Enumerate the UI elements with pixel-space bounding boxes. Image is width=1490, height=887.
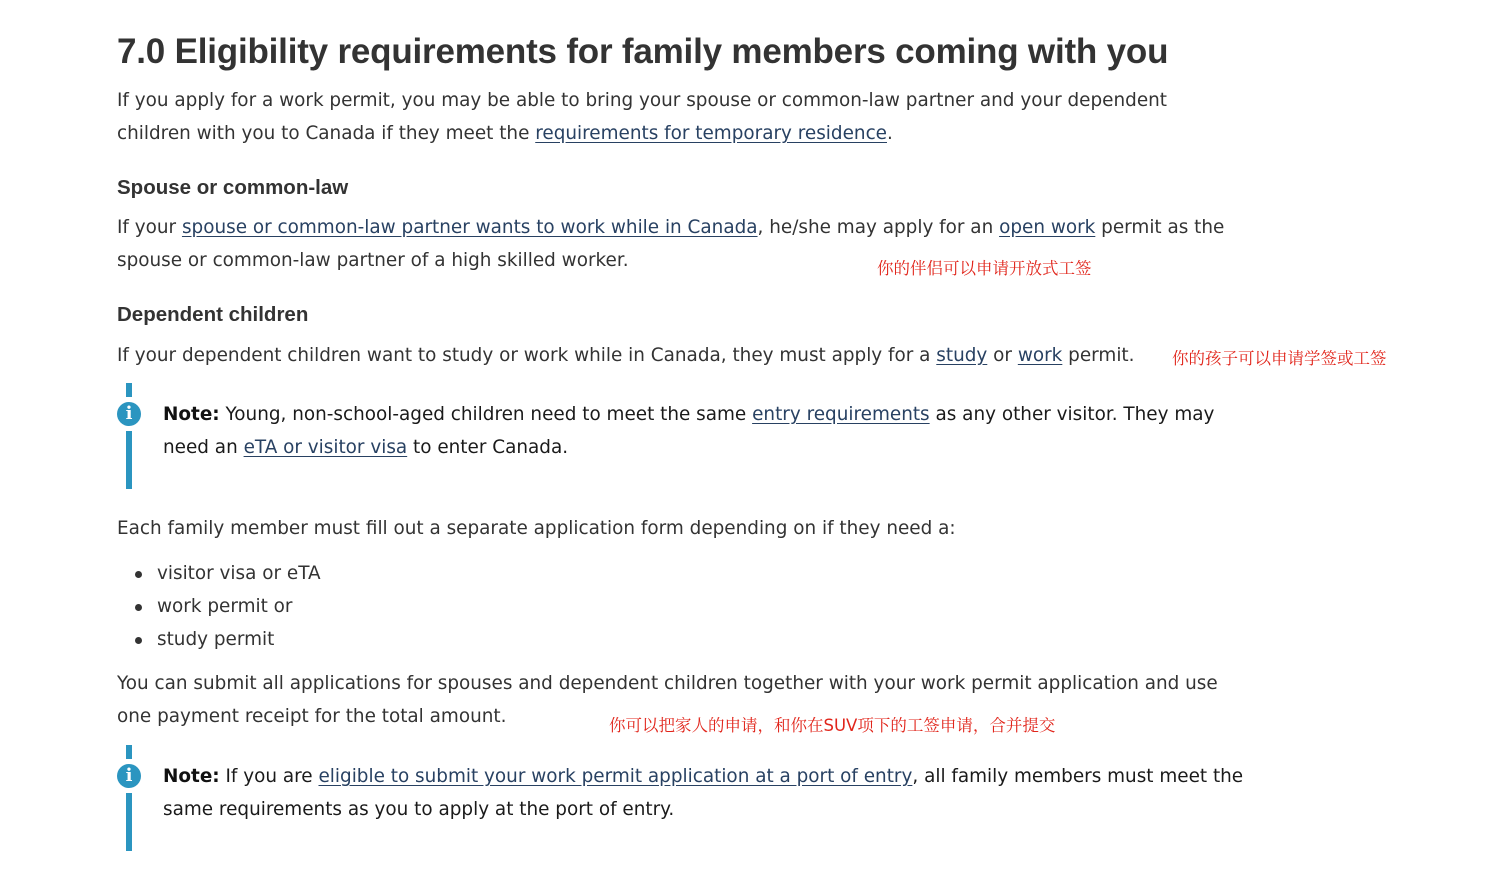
spouse-line-1 <box>117 211 1277 244</box>
forms-intro-text: Each family member must fill out a separate application form depending on if they need a: <box>117 518 956 539</box>
info-icon: i <box>117 764 141 788</box>
temporary-residence-requirements-link[interactable]: requirements for temporary residence <box>535 123 887 144</box>
submit-annotation: 你可以把家人的申请，和你在SUV项下的工签申请，合并提交 <box>609 716 1056 735</box>
study-link[interactable]: study <box>936 345 988 366</box>
intro-text: children with you to Canada if they meet the <box>117 123 536 144</box>
children-paragraph <box>117 339 1277 372</box>
note-accent-bar-bottom <box>126 793 132 851</box>
bullet-icon <box>135 571 142 578</box>
intro-line-1: If you apply for a work permit, you may be able to bring your spouse or common-law partner and your dependent <box>117 90 1167 111</box>
note-text <box>163 760 1243 826</box>
open-work-link[interactable]: open work <box>999 217 1096 238</box>
note-text-segment: as any other visitor. They may <box>929 404 1215 425</box>
note-text-segment: , all family members must meet the <box>912 766 1244 787</box>
note-text-segment: need an <box>163 437 244 458</box>
spouse-text: , he/she may apply for an <box>757 217 1000 238</box>
bullet-icon <box>135 637 142 644</box>
list-item-text: work permit or <box>157 596 293 617</box>
bullet-icon <box>135 604 142 611</box>
spouse-annotation: 你的伴侣可以申请开放式工签 <box>877 259 1092 278</box>
spouse-text: If your <box>117 217 182 238</box>
forms-intro <box>117 512 1277 545</box>
note-line-2 <box>163 431 1214 464</box>
spouse-heading: Spouse or common-law <box>117 176 349 199</box>
submit-line-1: You can submit all applications for spouses and dependent children together with your work permit application and use <box>117 673 1218 694</box>
note-line-1 <box>163 398 1214 431</box>
note-line-1 <box>163 760 1243 793</box>
spouse-text: permit as the <box>1095 217 1225 238</box>
list-item <box>117 590 321 623</box>
work-link[interactable]: work <box>1017 345 1063 366</box>
submit-line-2: one payment receipt for the total amount. <box>117 706 507 727</box>
list-item-text: visitor visa or eTA <box>157 563 321 584</box>
note-port-of-entry <box>117 745 1287 851</box>
note-line-2: same requirements as you to apply at the port of entry. <box>163 799 675 820</box>
note-text-segment: to enter Canada. <box>407 437 569 458</box>
note-accent-bar-top <box>126 383 132 397</box>
spouse-paragraph <box>117 211 1277 277</box>
list-item <box>117 557 321 590</box>
spouse-line-2: spouse or common-law partner of a high skilled worker. <box>117 250 629 271</box>
intro-line-2 <box>117 117 1277 150</box>
page-title: 7.0 Eligibility requirements for family members coming with you <box>117 32 1169 71</box>
children-line <box>117 339 1277 372</box>
port-of-entry-eligibility-link[interactable]: eligible to submit your work permit application at a port of entry <box>318 766 913 787</box>
intro-period: . <box>887 123 893 144</box>
children-annotation: 你的孩子可以申请学签或工签 <box>1172 349 1387 368</box>
list-item <box>117 623 321 656</box>
note-text-segment: Young, non-school-aged children need to meet the same <box>219 404 753 425</box>
spouse-work-in-canada-link[interactable]: spouse or common-law partner wants to work while in Canada <box>181 217 758 238</box>
intro-paragraph <box>117 84 1277 150</box>
note-text <box>163 398 1214 464</box>
note-label: Note: <box>163 766 220 787</box>
note-accent-bar-top <box>126 745 132 759</box>
info-icon: i <box>117 402 141 426</box>
application-forms-list <box>117 557 321 656</box>
note-text-segment: If you are <box>219 766 319 787</box>
list-item-text: study permit <box>157 629 275 650</box>
eta-visitor-visa-link[interactable]: eTA or visitor visa <box>243 437 408 458</box>
children-text: permit. <box>1062 345 1135 366</box>
children-text: or <box>987 345 1018 366</box>
note-young-children <box>117 383 1287 489</box>
entry-requirements-link[interactable]: entry requirements <box>752 404 930 425</box>
children-text: If your dependent children want to study or work while in Canada, they must apply for a <box>117 345 937 366</box>
children-heading: Dependent children <box>117 303 309 326</box>
note-accent-bar-bottom <box>126 431 132 489</box>
note-label: Note: <box>163 404 220 425</box>
